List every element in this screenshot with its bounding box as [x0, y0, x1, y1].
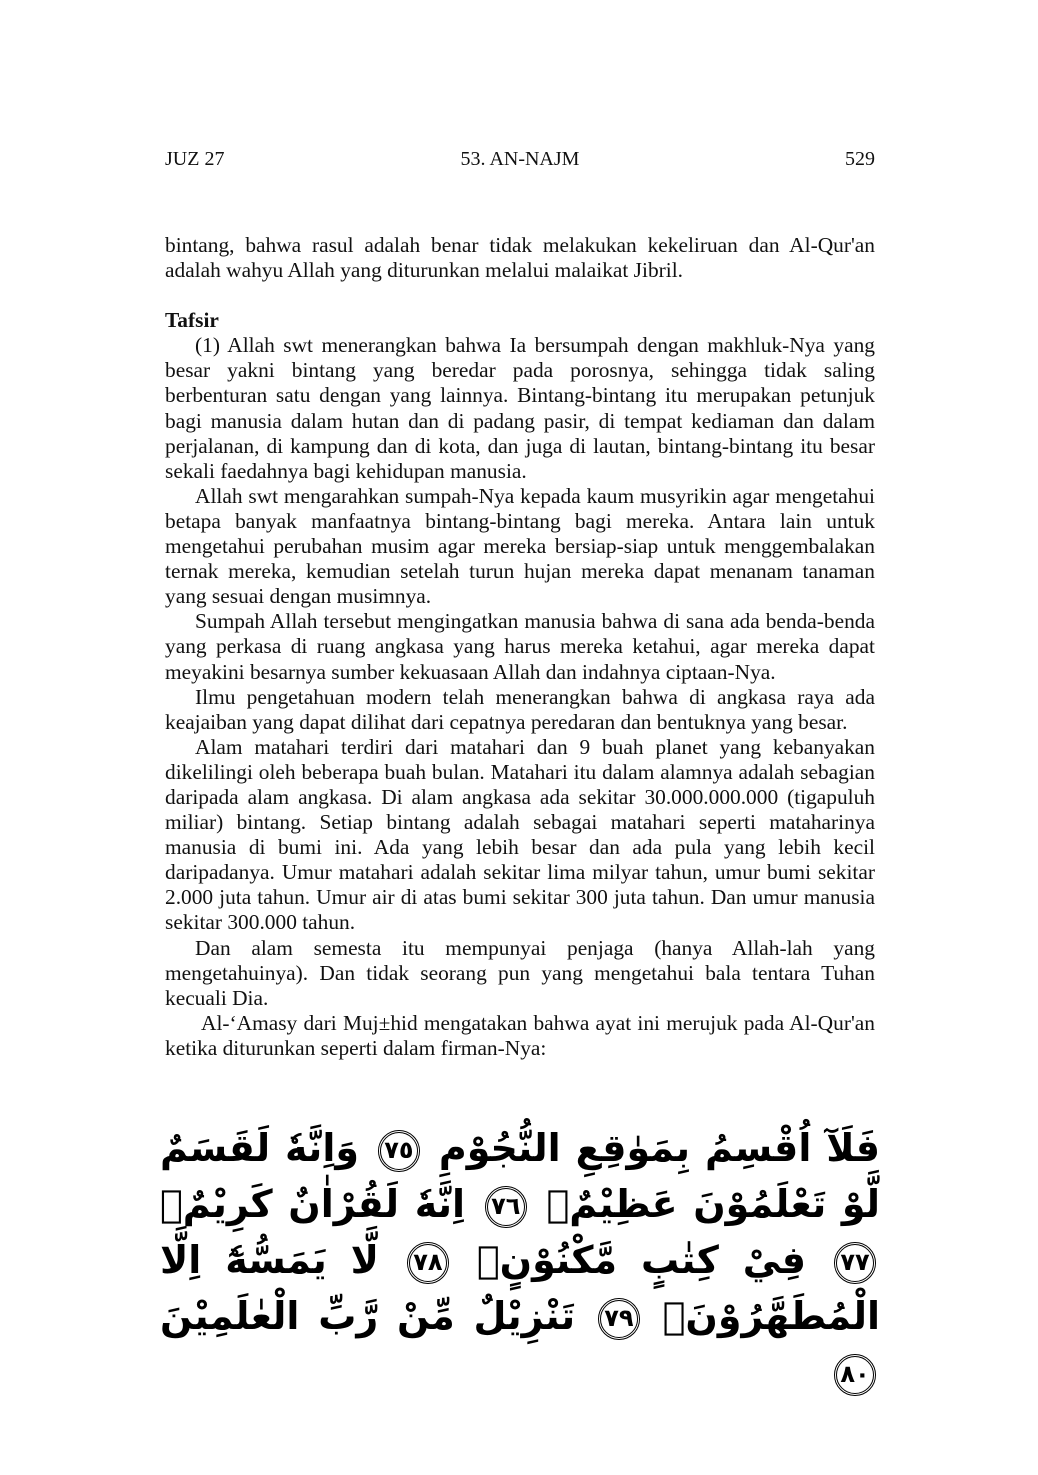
tafsir-paragraph-7: Al-‘Amasy dari Muj±hid mengatakan bahwa ayat ini merujuk pada Al-Qur'an ketika diturunkan seperti dalam firman-Nya:: [165, 1010, 875, 1060]
tafsir-paragraph-5: Alam matahari terdiri dari matahari dan 9 buah planet yang kebanyakan dikelilingi oleh beberapa buah bulan. Matahari itu dalam alamnya adalah sebagian daripada alam angkasa. Di alam angkasa ada sekitar 30.000.000.000 (tigapuluh miliar) bintang. Setiap bintang adalah sebagai matahari seperti mataharinya manusia di bumi ini. Ada yang lebih besar dan ada pula yang lebih kecil daripadanya. Umur matahari adalah sekitar lima milyar tahun, umur bumi sekitar 2.000 juta tahun. Umur air di atas bumi sekitar 300 juta tahun. Dan umur manusia sekitar 300.000 tahun.: [165, 734, 875, 935]
ayah-number-marker: ٧٦: [485, 1186, 527, 1228]
arabic-verse-text: وَاِنَّهٗ لَقَسَمٌ لَّوْ تَعْلَمُوْنَ عَظِيْمٌۙ: [160, 1126, 881, 1226]
arabic-verse-text: فِيْ كِتٰبٍ مَّكْنُوْنٍۙ: [476, 1238, 807, 1282]
ayah-number-marker: ٧٩: [598, 1298, 640, 1340]
arabic-verse-text: فَلَآ اُقْسِمُ بِمَوٰقِعِ النُّجُوْمِ: [438, 1126, 881, 1170]
tafsir-paragraph-6: Dan alam semesta itu mempunyai penjaga (hanya Allah-lah yang mengetahuinya). Dan tidak seorang pun yang mengetahui bala tentara Tuhan kecuali Dia.: [165, 935, 875, 1010]
page-number: 529: [845, 148, 875, 170]
arabic-verse-text: اِنَّهٗ لَقُرْاٰنٌ كَرِيْمٌۙ: [160, 1182, 466, 1226]
body-text: [165, 233, 875, 1061]
intro-paragraph: bintang, bahwa rasul adalah benar tidak melakukan kekeliruan dan Al-Qur'an adalah wahyu Allah yang diturunkan melalui malaikat Jibril.: [165, 233, 875, 283]
ayah-number-marker: ٧٨: [407, 1242, 449, 1284]
tafsir-paragraph-2: Allah swt mengarahkan sumpah-Nya kepada kaum musyrikin agar mengetahui betapa banyak manfaatnya bintang-bintang bagi mereka. Antara lain untuk mengetahui perubahan musim agar mereka bersiap-siap untuk menggembalakan ternak mereka, kemudian setelah turun hujan mereka dapat menanam tanaman yang sesuai dengan musimnya.: [165, 483, 875, 609]
arabic-verses: [160, 1120, 880, 1400]
tafsir-paragraph-1: (1) Allah swt menerangkan bahwa Ia bersumpah dengan makhluk-Nya yang besar yakni bintang yang beredar pada porosnya, sehingga tidak saling berbenturan satu dengan yang lainnya. Bintang-bintang itu merupakan petunjuk bagi manusia dalam hutan dan di padang pasir, di tempat kediaman dan dalam perjalanan, di kampung dan di kota, dan juga di lautan, bintang-bintang itu besar sekali faedahnya bagi kehidupan manusia.: [165, 333, 875, 483]
ayah-number-marker: ٨٠: [834, 1354, 876, 1396]
arabic-verse-text: لَّا يَمَسُّهٗٓ اِلَّا الْمُطَهَّرُوْنَۗ: [160, 1238, 880, 1338]
tafsir-paragraph-3: Sumpah Allah tersebut mengingatkan manusia bahwa di sana ada benda-benda yang perkasa di ruang angkasa yang harus mereka ketahui, agar mereka dapat meyakini besarnya sumber kekuasaan Allah dan indahnya ciptaan-Nya.: [165, 609, 875, 684]
tafsir-paragraph-4: Ilmu pengetahuan modern telah menerangkan bahwa di angkasa raya ada keajaiban yang dapat dilihat dari cepatnya peredaran dan bentuknya yang besar.: [165, 684, 875, 734]
ayah-number-marker: ٧٧: [834, 1242, 876, 1284]
surah-title: 53. AN-NAJM: [460, 148, 580, 170]
juz-label: JUZ 27: [165, 148, 225, 170]
ayah-number-marker: ٧٥: [378, 1130, 420, 1172]
running-header: [165, 146, 875, 172]
arabic-verse-text: تَنْزِيْلٌ مِّنْ رَّبِّ الْعٰلَمِيْنَ: [160, 1294, 576, 1338]
section-title-tafsir: Tafsir: [165, 308, 219, 333]
